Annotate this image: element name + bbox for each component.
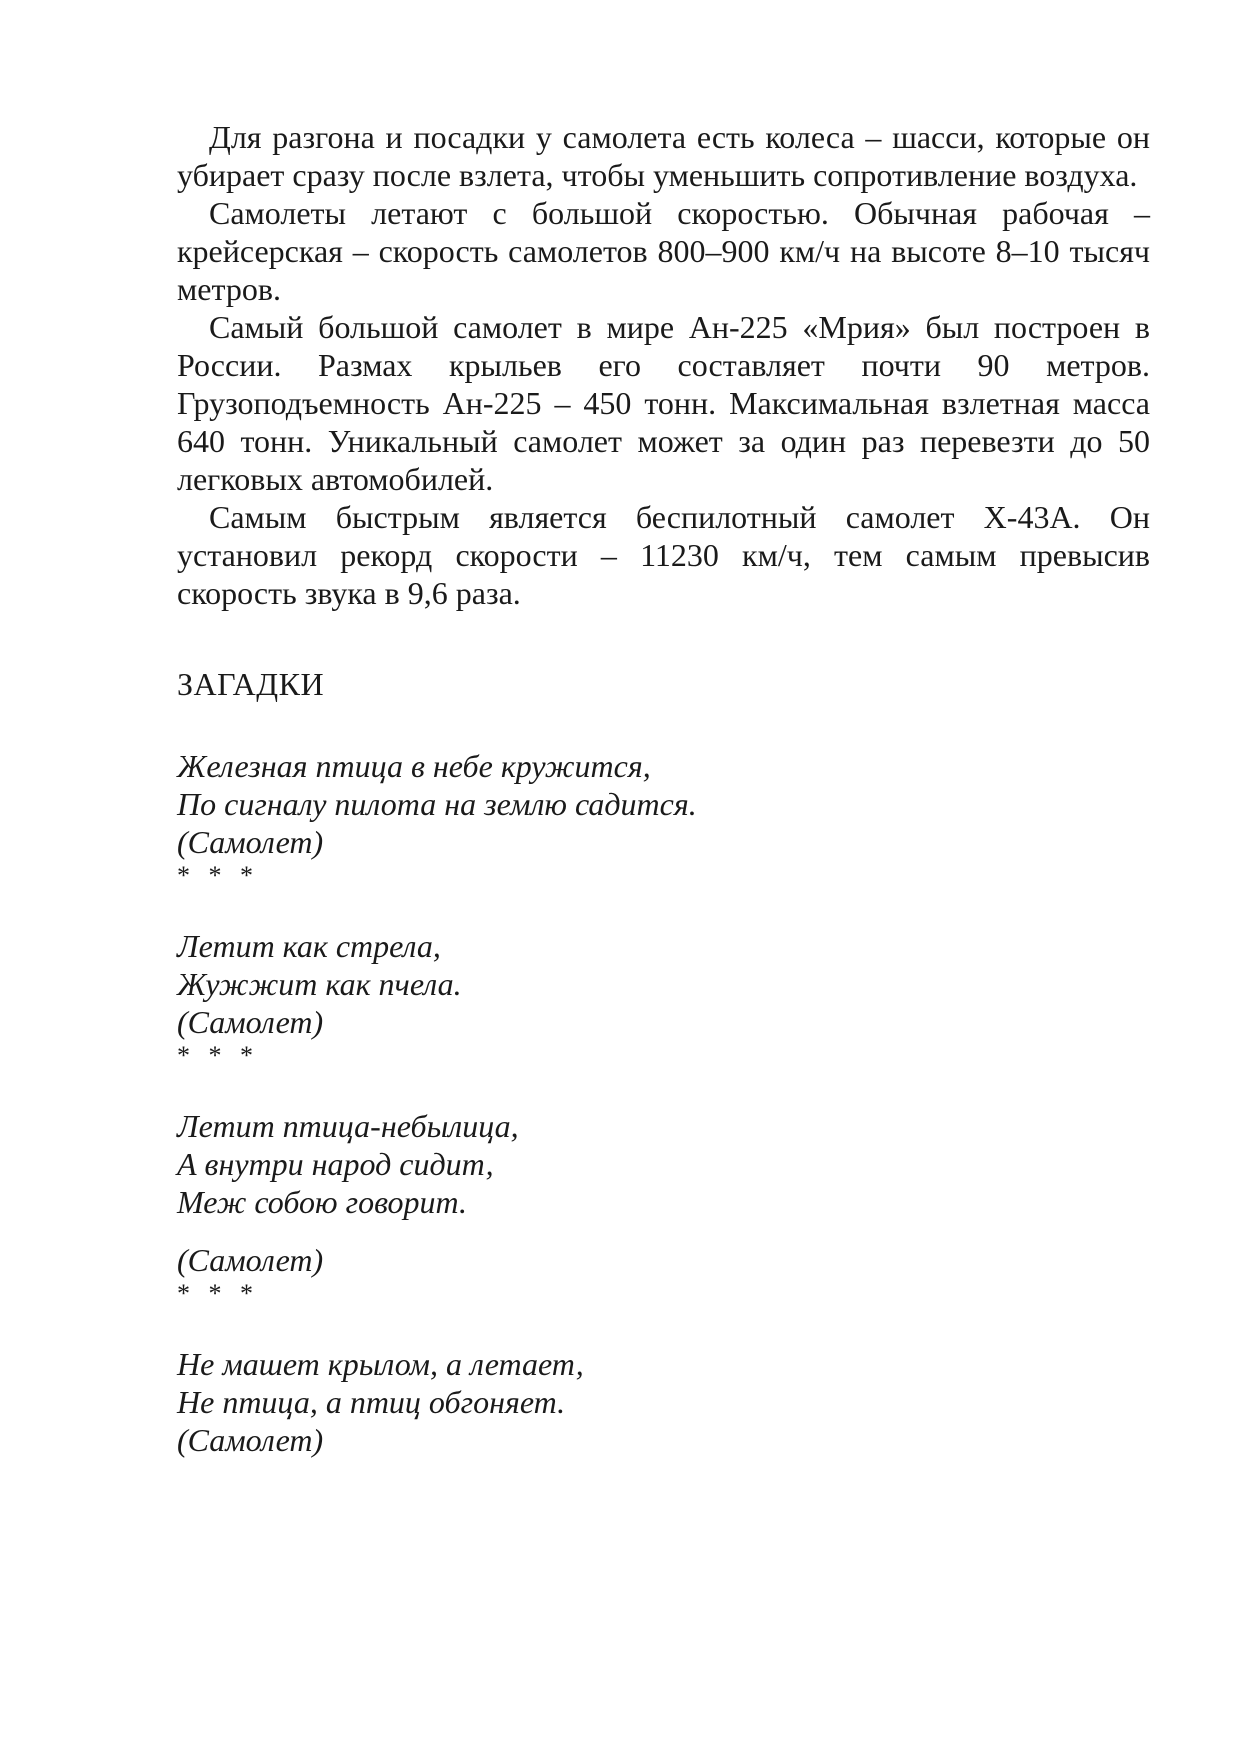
document-page: [177, 118, 1150, 1459]
riddle-separator: * * *: [177, 861, 259, 890]
paragraph-landing-gear: Для разгона и посадки у самолета есть колеса – шасси, которые он убирает сразу после взлета, чтобы уменьшить сопротивление воздуха.: [177, 119, 1150, 193]
paragraph-cruise-speed: Самолеты летают с большой скоростью. Обычная рабочая – крейсерская – скорость самолетов 800–900 км/ч на высоте 8–10 тысяч метров.: [177, 195, 1150, 307]
riddle-line: Железная птица в небе кружится,: [177, 748, 651, 784]
riddle-answer: (Самолет): [177, 1422, 324, 1458]
riddle-3: [177, 1107, 1150, 1309]
paragraph-fastest-plane: Самым быстрым является беспилотный самолет Х-43А. Он установил рекорд скорости – 11230 км/ч, тем самым превысив скорость звука в 9,6 раза.: [177, 499, 1150, 611]
riddle-answer: (Самолет): [177, 1242, 324, 1278]
riddle-1: [177, 747, 1150, 891]
riddle-answer-block: [177, 1241, 1150, 1309]
riddle-line: Меж собою говорит.: [177, 1184, 468, 1220]
riddle-line: Летит птица-небылица,: [177, 1108, 519, 1144]
riddle-answer: (Самолет): [177, 824, 324, 860]
paragraph-largest-plane: Самый большой самолет в мире Ан-225 «Мрия» был построен в России. Размах крыльев его составляет почти 90 метров. Грузоподъемность Ан-225 – 450 тонн. Максимальная взлетная масса 640 тонн. Уникальный самолет может за один раз перевезти до 50 легковых автомобилей.: [177, 309, 1150, 497]
riddle-line: Не машет крылом, а летает,: [177, 1346, 584, 1382]
riddle-4: [177, 1345, 1150, 1459]
riddle-line: Летит как стрела,: [177, 928, 441, 964]
riddle-line: А внутри народ сидит,: [177, 1146, 494, 1182]
riddle-separator: * * *: [177, 1041, 259, 1070]
riddle-line: Не птица, а птиц обгоняет.: [177, 1384, 566, 1420]
riddle-line: Жужжит как пчела.: [177, 966, 462, 1002]
riddle-line: По сигналу пилота на землю садится.: [177, 786, 697, 822]
riddle-2: [177, 927, 1150, 1071]
riddle-answer: (Самолет): [177, 1004, 324, 1040]
riddle-separator: * * *: [177, 1279, 259, 1308]
riddles-heading: ЗАГАДКИ: [177, 666, 325, 702]
